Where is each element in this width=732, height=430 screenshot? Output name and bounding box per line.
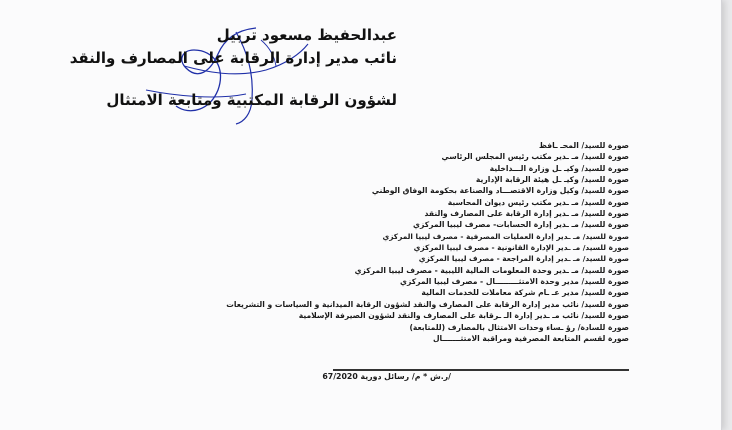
copy-item: صورة للسيد/ مـ ـدير إدارة الحسابات- مصرف ليبيا المركزي [413,220,629,230]
copy-item: صورة للسادة/ رؤ ـساء وحدات الامتثال بالمصارف (للمتابعة) [409,322,629,332]
copy-item: صورة للسيد/ وكيـ ـل هيئة الرقابة الإدارية [475,175,629,185]
copy-item: صورة للسيد/ مدير عـ ـام شركة معاملات للخدمات المالية [421,288,629,298]
signatory-title: نائب مدير إدارة الرقابة على المصارف والنقد [69,49,397,67]
copy-item: صورة للسيد/ مـ ـدير إدارة الرقابة على المصارف والنقد [424,209,629,219]
reference-number: /ر.ش * م/ رسائل دورية 67/2020 [322,372,451,381]
copy-item: صورة للسيد/ نائب مدير إدارة الرقابة على المصارف والنقد لشؤون الرقابة الميدانية و السياسات و التشريعات [226,299,629,309]
copy-item: صورة لقسم المتابعة المصرفية ومراقبة الامتثـــــــال [432,333,629,343]
copy-item: صورة للسيد/ وكيل وزارة الاقتصـــاد والصناعة بحكومة الوفاق الوطني [371,186,629,196]
divider-line [333,369,629,371]
signatory-block [70,24,397,112]
copy-item: صورة للسيد/ مـ ـدير إدارة المراجعة - مصرف ليبيا المركزي [418,254,629,264]
copy-item: صورة للسيد/ مـ ـدير مكتب رئيس ديوان المحاسبة [447,197,629,207]
copy-item: صورة للسيد/ مـ ـدير إدارة العمليات المصرفية - مصرف ليبيا المركزي [382,231,629,241]
copy-item: صورة للسيد/ مـ ـدير مكتب رئيس المجلس الرئاسي [441,152,629,162]
copy-item: صورة للسيد/ مـ ـدير وحدة المعلومات المالية الليبية - مصرف ليبيا المركزي [354,265,629,275]
copies-list [226,140,629,344]
copy-item: صورة للسيد/ وكيـ ـل وزارة الـــداخلية [489,163,629,173]
copy-item: صورة للسيد/ نائب مـ ـدير إدارة الـ ـرقابة على المصارف والنقد لشؤون الصيرفة الإسلامية [298,311,629,321]
signatory-title-line2: لشؤون الرقابة المكتبية ومتابعة الامتثال [106,91,397,109]
signatory-name: عبدالحفيظ مسعود تربيل [216,26,397,44]
copy-item: صورة للسيد/ مدير وحدة الامتثـــــــــال - مصرف ليبيا المركزي [400,277,629,287]
copy-item: صورة للسيد/ مـ ـدير الإدارة القانونية - مصرف ليبيا المركزي [413,243,629,253]
copy-item: صورة للسيد/ المحـ ـافظ [539,141,629,150]
